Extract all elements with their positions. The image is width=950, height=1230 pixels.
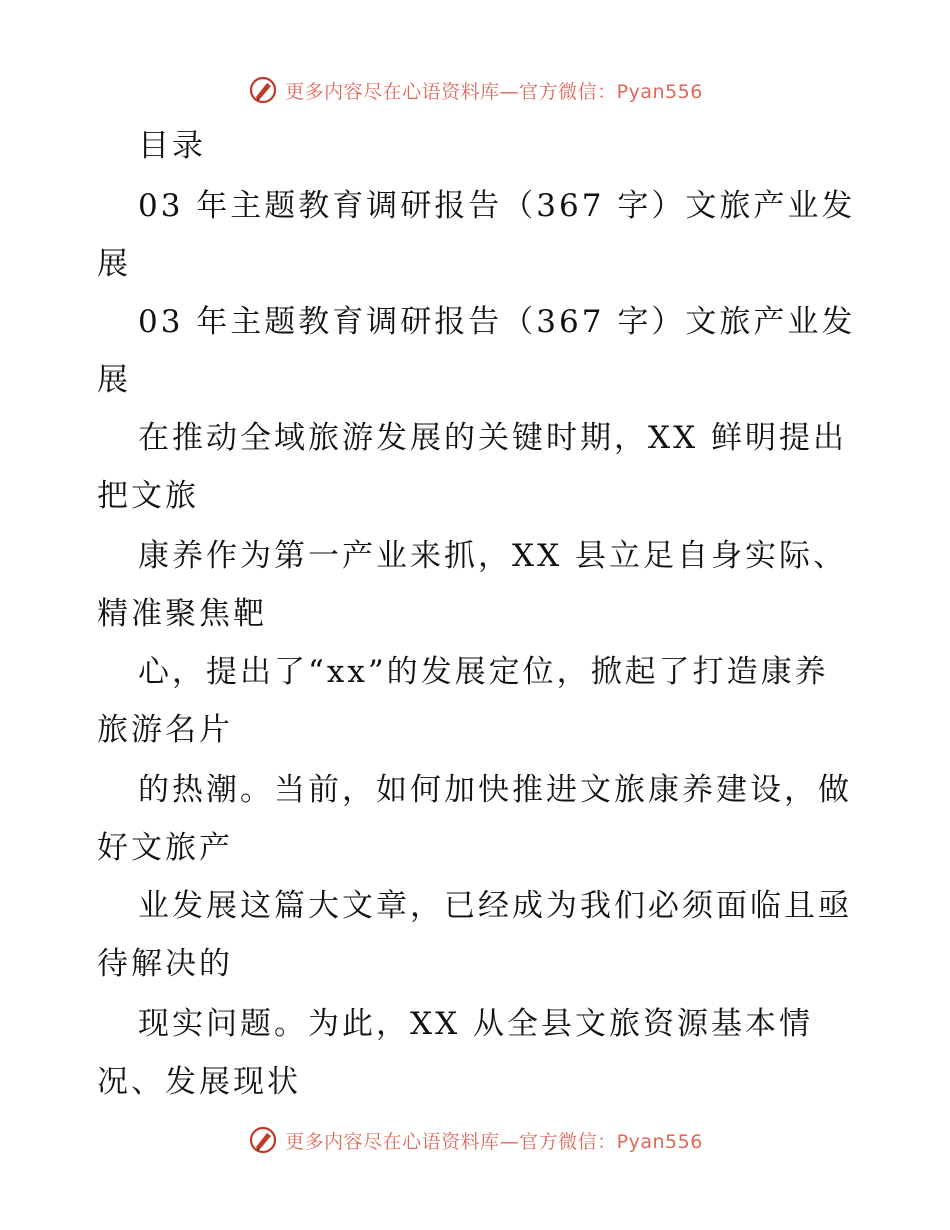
text-line: 心，提出了“xx”的发展定位，掀起了打造康养 bbox=[138, 654, 829, 690]
watermark-text: 更多内容尽在心语资料库—官方微信：Pyan556 bbox=[285, 80, 703, 103]
text-line: 展 bbox=[97, 362, 131, 398]
text-line: 好文旅产 bbox=[97, 830, 233, 866]
header-watermark bbox=[0, 70, 950, 110]
text-line: 03 年主题教育调研报告（367 字）文旅产业发 bbox=[138, 188, 856, 224]
text-line: 康养作为第一产业来抓，XX 县立足自身实际、 bbox=[138, 538, 847, 574]
text-line: 展 bbox=[97, 246, 131, 282]
text-line: 精准聚焦靶 bbox=[97, 596, 267, 632]
text-line: 把文旅 bbox=[97, 478, 199, 514]
toc-heading: 目录 bbox=[138, 128, 206, 164]
text-line: 03 年主题教育调研报告（367 字）文旅产业发 bbox=[138, 304, 856, 340]
text-line: 在推动全域旅游发展的关键时期，XX 鲜明提出 bbox=[138, 420, 847, 456]
footer-watermark bbox=[0, 1120, 950, 1160]
text-line: 业发展这篇大文章，已经成为我们必须面临且亟 bbox=[138, 888, 852, 924]
text-line: 旅游名片 bbox=[97, 712, 233, 748]
pen-logo-icon bbox=[247, 1124, 279, 1156]
text-line: 的热潮。当前，如何加快推进文旅康养建设，做 bbox=[138, 772, 852, 808]
text-line: 待解决的 bbox=[97, 946, 233, 982]
text-line: 况、发展现状 bbox=[97, 1064, 301, 1100]
text-line: 现实问题。为此，XX 从全县文旅资源基本情 bbox=[138, 1006, 813, 1042]
pen-logo-icon bbox=[247, 74, 279, 106]
watermark-text: 更多内容尽在心语资料库—官方微信：Pyan556 bbox=[285, 1130, 703, 1153]
